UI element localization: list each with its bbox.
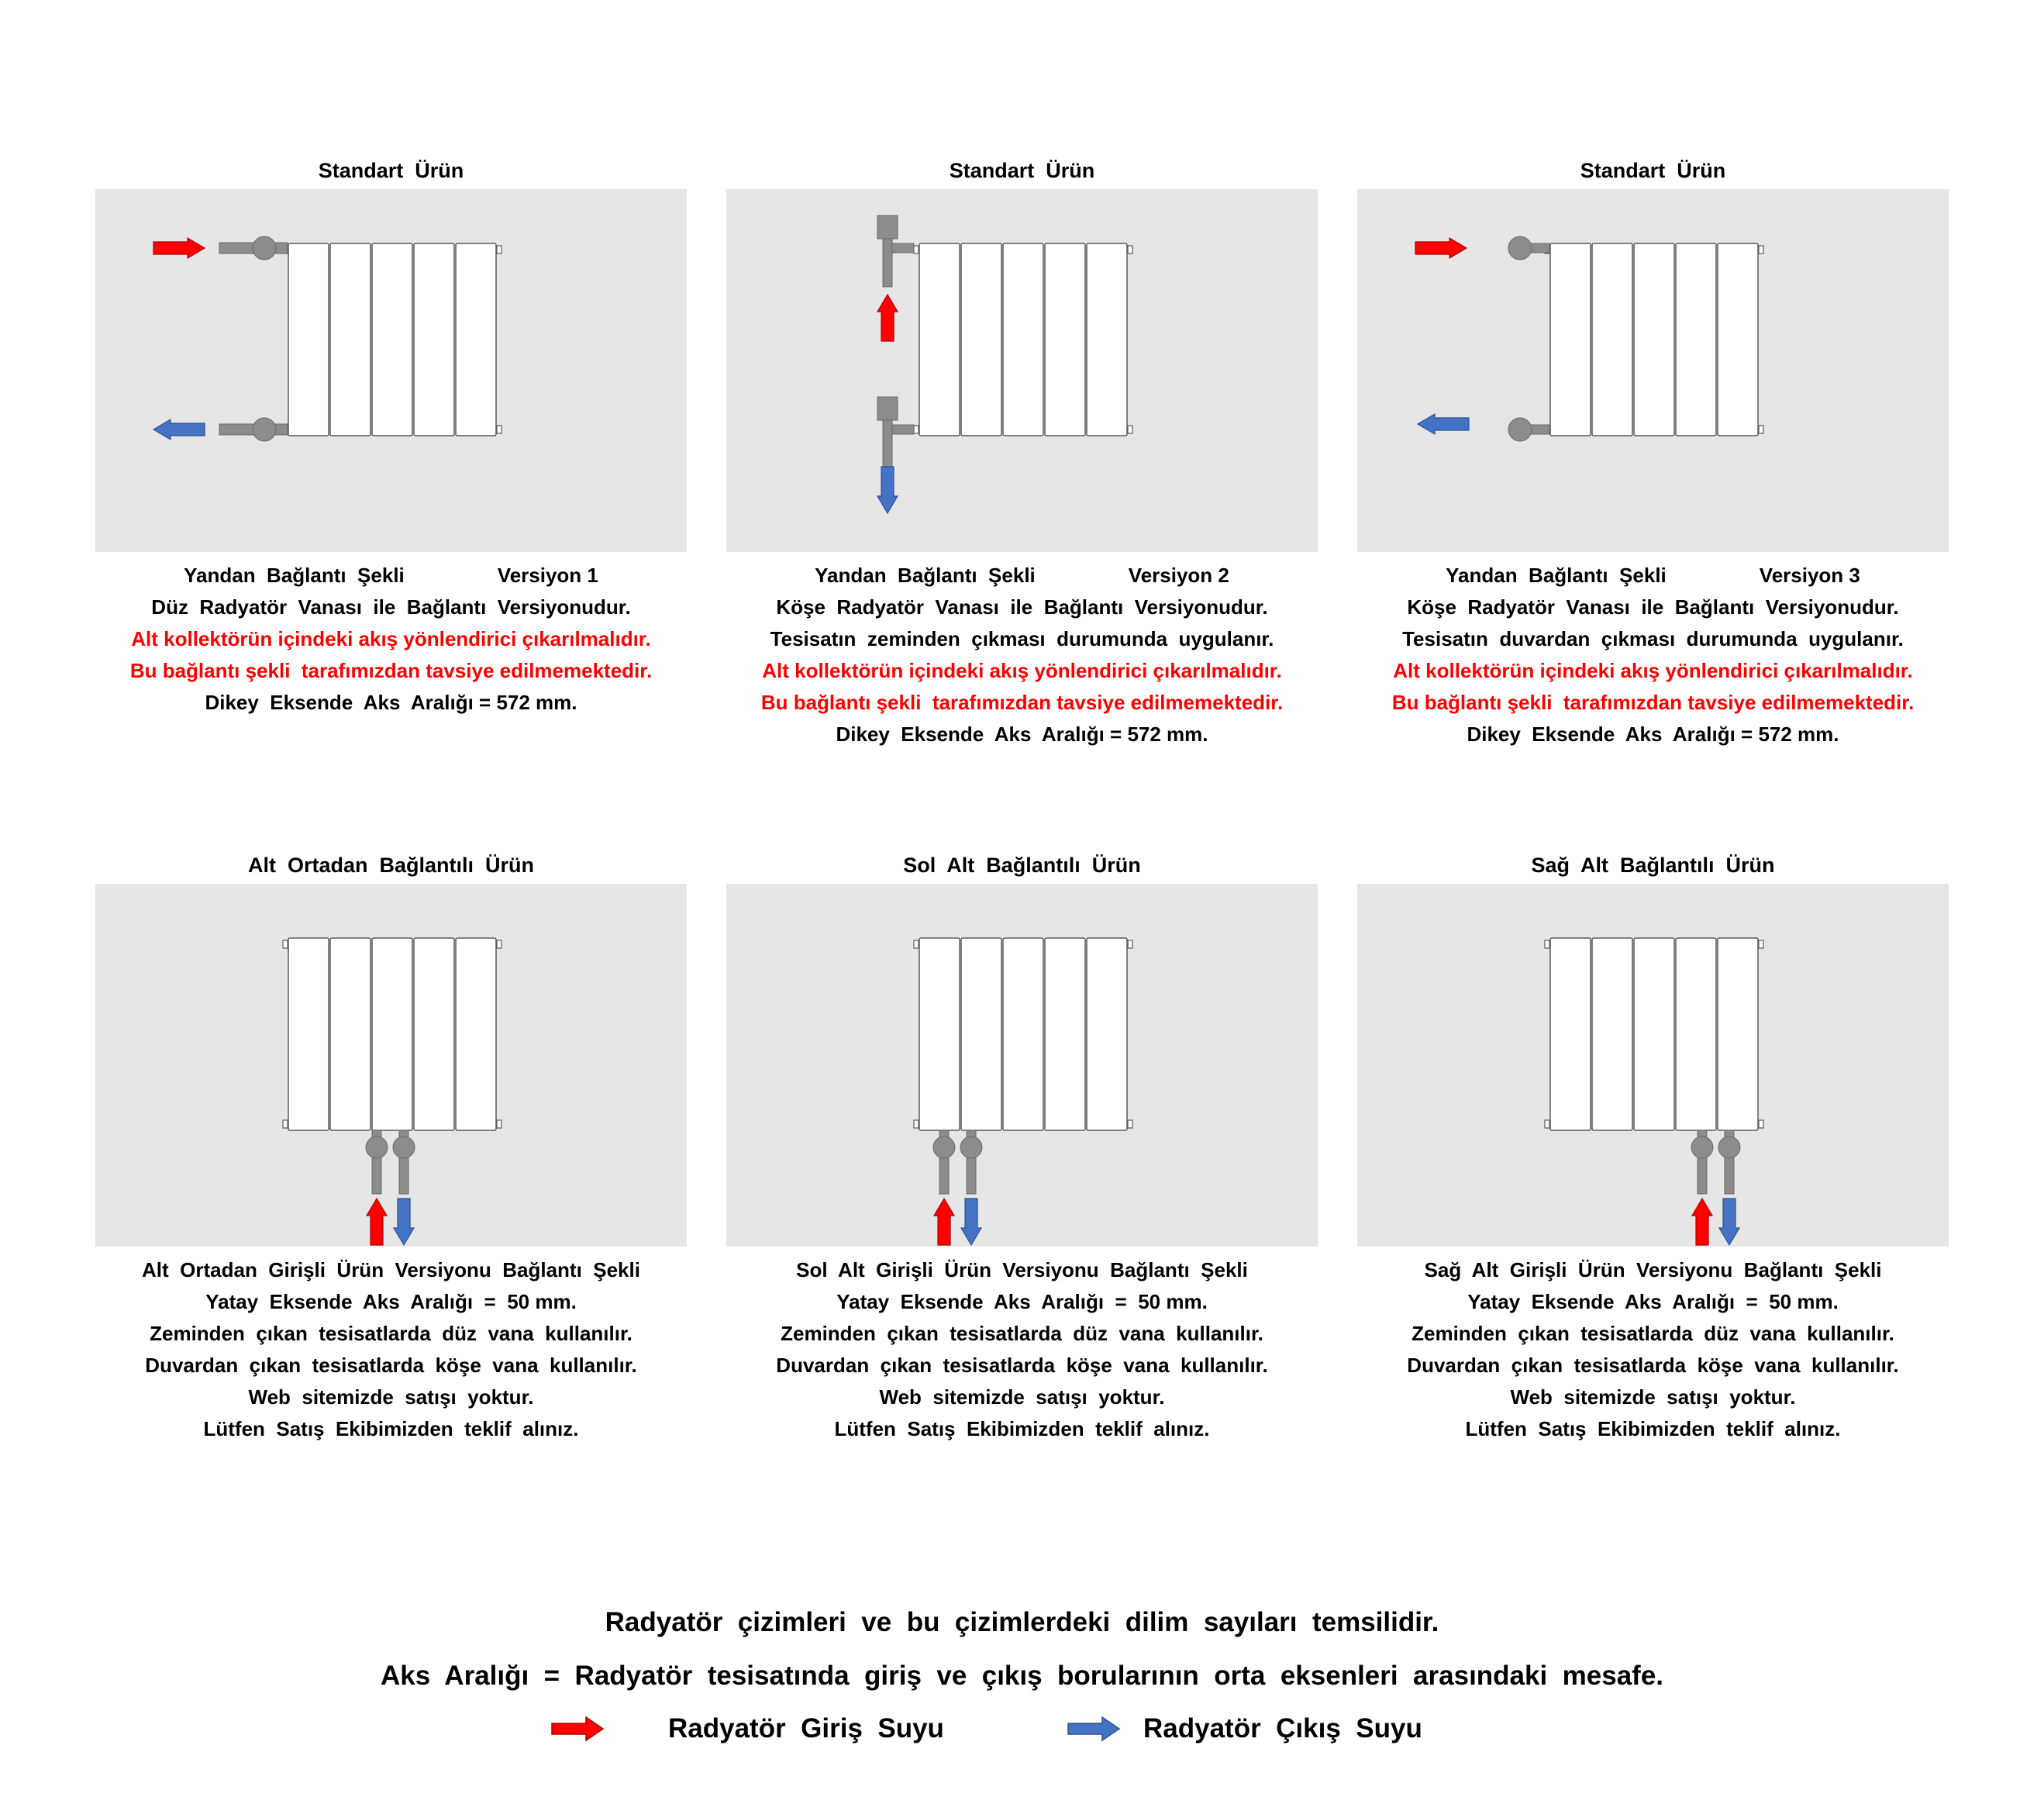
description-text: Alt kollektörün içindeki akış yönlendirici çıkarılmalıdır. xyxy=(131,627,651,650)
valve-icon xyxy=(933,1137,955,1158)
description-line xyxy=(1349,560,1956,592)
collector-stub xyxy=(1759,1120,1763,1128)
supply-arrow-icon xyxy=(877,295,898,341)
collector-stub xyxy=(914,246,919,254)
radiator-section xyxy=(1087,243,1127,436)
description-text: Lütfen Satış Ekibimizden teklif alınız. xyxy=(203,1417,579,1440)
radiator-section xyxy=(1087,938,1127,1130)
collector-stub xyxy=(1128,426,1132,433)
legend-return-label: Radyatör Çıkış Suyu xyxy=(1143,1713,1422,1744)
description-line xyxy=(719,623,1325,655)
return-arrow-icon xyxy=(1418,414,1469,434)
description-text: Bu bağlantı şekli tarafımızdan tavsiye edilmemektedir. xyxy=(129,659,653,682)
radiator-section xyxy=(1634,243,1674,436)
description-line xyxy=(1349,1286,1956,1318)
description-line xyxy=(719,1254,1325,1286)
diagram-panel xyxy=(1357,189,1949,552)
description-line xyxy=(719,1318,1325,1350)
collector-stub xyxy=(283,1120,288,1128)
description-text: Web sitemizde satışı yoktur. xyxy=(879,1385,1165,1409)
description-line xyxy=(1349,1381,1956,1413)
collector-stub xyxy=(283,940,288,948)
description-text: Dikey Eksende Aks Aralığı = 572 mm. xyxy=(836,723,1208,746)
diagram-panel xyxy=(726,884,1318,1247)
diagram-panel xyxy=(1357,884,1949,1247)
description-line xyxy=(719,1381,1325,1413)
supply-arrow-icon xyxy=(153,238,205,258)
description-text: Sol Alt Girişli Ürün Versiyonu Bağlantı Şekli xyxy=(796,1258,1248,1281)
radiator-section xyxy=(961,243,1001,436)
footer-note-axis-definition: Aks Aralığı = Radyatör tesisatında giriş ve çıkış borularının orta eksenleri arasındaki mesafe. xyxy=(380,1661,1664,1691)
radiator-section xyxy=(1592,243,1632,436)
description-text: Tesisatın zeminden çıkması durumunda uygulanır. xyxy=(770,627,1274,650)
valve-icon xyxy=(960,1137,982,1158)
radiator-section xyxy=(1676,938,1716,1130)
warning-line xyxy=(719,687,1325,719)
valve-icon xyxy=(1508,236,1532,260)
description xyxy=(88,560,695,719)
return-arrow-icon xyxy=(877,467,898,513)
legend-supply-label: Radyatör Giriş Suyu xyxy=(668,1713,944,1744)
description-text: Köşe Radyatör Vanası ile Bağlantı Versiyonudur. xyxy=(1407,595,1899,619)
description xyxy=(1349,1254,1956,1445)
return-arrow-icon xyxy=(394,1199,414,1245)
description xyxy=(88,1254,695,1445)
radiator-diagram xyxy=(726,884,1318,1247)
description-line xyxy=(88,1286,695,1318)
warning-line xyxy=(719,655,1325,687)
description xyxy=(719,560,1325,750)
description-line xyxy=(88,1318,695,1350)
radiator-section xyxy=(1550,938,1591,1130)
collector-stub xyxy=(1128,1120,1132,1128)
warning-line xyxy=(1349,655,1956,687)
description-text: Yatay Eksende Aks Aralığı = 50 mm. xyxy=(836,1290,1208,1313)
collector-stub xyxy=(497,246,502,254)
valve-icon xyxy=(1691,1137,1713,1158)
radiator-section xyxy=(919,938,960,1130)
description-line xyxy=(1349,1350,1956,1381)
radiator-section xyxy=(330,243,371,436)
collector-stub xyxy=(1128,246,1132,254)
description-text: Lütfen Satış Ekibimizden teklif alınız. xyxy=(1465,1417,1841,1440)
collector-stub xyxy=(914,1120,919,1128)
description-line xyxy=(88,560,695,592)
pipe xyxy=(883,239,892,287)
cell-title: Sağ Alt Bağlantılı Ürün xyxy=(1531,854,1775,877)
radiator-section xyxy=(1045,938,1085,1130)
radiator-section xyxy=(456,938,496,1130)
supply-arrow-icon xyxy=(1415,238,1467,258)
description-line xyxy=(719,719,1325,750)
radiator-section xyxy=(919,243,960,436)
valve-icon xyxy=(253,236,276,260)
description-text: Sağ Alt Girişli Ürün Versiyonu Bağlantı Şekli xyxy=(1424,1258,1882,1281)
supply-arrow-icon xyxy=(367,1199,387,1245)
description-line xyxy=(719,560,1325,592)
collector-stub xyxy=(497,426,502,433)
description-line xyxy=(1349,592,1956,623)
description-text: Yatay Eksende Aks Aralığı = 50 mm. xyxy=(205,1290,577,1313)
warning-line xyxy=(88,655,695,687)
description-line xyxy=(1349,1318,1956,1350)
description-line xyxy=(88,1350,695,1381)
radiator-section xyxy=(1676,243,1716,436)
diagram-panel xyxy=(95,884,687,1247)
version-label: Versiyon 1 xyxy=(497,564,598,587)
cell-title: Standart Ürün xyxy=(949,159,1095,182)
description-text: Alt kollektörün içindeki akış yönlendirici çıkarılmalıdır. xyxy=(1393,659,1913,682)
description-text: Duvardan çıkan tesisatlarda köşe vana kullanılır. xyxy=(1407,1354,1899,1377)
radiator-section xyxy=(1718,243,1758,436)
radiator-diagram xyxy=(95,189,687,552)
radiator-diagram xyxy=(726,189,1318,552)
collector-stub xyxy=(497,940,502,948)
footer-note-representative: Radyatör çizimleri ve bu çizimlerdeki dilim sayıları temsilidir. xyxy=(605,1607,1439,1637)
description-text: Zeminden çıkan tesisatlarda düz vana kullanılır. xyxy=(1411,1322,1894,1345)
description-line xyxy=(1349,1254,1956,1286)
collector-stub xyxy=(914,940,919,948)
version-label: Versiyon 2 xyxy=(1128,564,1229,587)
description-text: Alt Ortadan Girişli Ürün Versiyonu Bağlantı Şekli xyxy=(142,1258,640,1281)
description-text: Lütfen Satış Ekibimizden teklif alınız. xyxy=(834,1417,1210,1440)
collector-stub xyxy=(1759,426,1763,433)
radiator-section xyxy=(1003,938,1043,1130)
radiator-section xyxy=(1003,243,1043,436)
legend xyxy=(0,1709,2044,1748)
collector-stub xyxy=(1759,940,1763,948)
pipe xyxy=(892,243,914,253)
description-text: Yandan Bağlantı Şekli xyxy=(184,564,405,587)
radiator-section xyxy=(372,938,412,1130)
description-line xyxy=(88,1254,695,1286)
radiator-section xyxy=(372,243,412,436)
description-line xyxy=(1349,1413,1956,1445)
radiator-section xyxy=(288,243,329,436)
description-text: Bu bağlantı şekli tarafımızdan tavsiye edilmemektedir. xyxy=(760,691,1284,714)
cell-title: Alt Ortadan Bağlantılı Ürün xyxy=(247,854,535,877)
description xyxy=(1349,560,1956,750)
radiator-diagram xyxy=(1357,884,1949,1247)
pipe xyxy=(892,425,914,434)
radiator-diagram xyxy=(95,884,687,1247)
valve-icon xyxy=(1718,1137,1740,1158)
radiator-section xyxy=(1550,243,1591,436)
radiator-section xyxy=(456,243,496,436)
description xyxy=(719,1254,1325,1445)
description-text: Web sitemizde satışı yoktur. xyxy=(1510,1385,1796,1409)
radiator-section xyxy=(330,938,371,1130)
valve-icon xyxy=(1508,418,1532,441)
return-arrow-icon xyxy=(1719,1199,1739,1245)
radiator-diagram xyxy=(1357,189,1949,552)
description-line xyxy=(719,1350,1325,1381)
radiator-section xyxy=(414,938,454,1130)
description-text: Yatay Eksende Aks Aralığı = 50 mm. xyxy=(1467,1290,1839,1313)
description-text: Yandan Bağlantı Şekli xyxy=(815,564,1036,587)
description-line xyxy=(88,1413,695,1445)
description-line xyxy=(88,687,695,719)
collector-stub xyxy=(1128,940,1132,948)
version-label: Versiyon 3 xyxy=(1759,564,1860,587)
collector-stub xyxy=(1759,246,1763,254)
return-arrow-icon xyxy=(153,419,205,440)
description-text: Zeminden çıkan tesisatlarda düz vana kullanılır. xyxy=(150,1322,633,1345)
valve-head-icon xyxy=(877,216,898,239)
description-text: Yandan Bağlantı Şekli xyxy=(1446,564,1667,587)
pipe xyxy=(883,420,892,468)
description-line xyxy=(88,1381,695,1413)
description-text: Alt kollektörün içindeki akış yönlendirici çıkarılmalıdır. xyxy=(762,659,1282,682)
description-text: Duvardan çıkan tesisatlarda köşe vana kullanılır. xyxy=(145,1354,637,1377)
cell-title: Standart Ürün xyxy=(318,159,464,182)
radiator-section xyxy=(1718,938,1758,1130)
cell-title: Standart Ürün xyxy=(1580,159,1726,182)
description-line xyxy=(719,592,1325,623)
legend-return-arrow-icon xyxy=(1067,1715,1121,1743)
description-text: Zeminden çıkan tesisatlarda düz vana kullanılır. xyxy=(781,1322,1263,1345)
description-text: Bu bağlantı şekli tarafımızdan tavsiye edilmemektedir. xyxy=(1391,691,1915,714)
collector-stub xyxy=(1545,1120,1549,1128)
radiator-section xyxy=(1634,938,1674,1130)
valve-icon xyxy=(366,1137,388,1158)
description-text: Köşe Radyatör Vanası ile Bağlantı Versiyonudur. xyxy=(776,595,1268,619)
warning-line xyxy=(88,623,695,655)
radiator-section xyxy=(1592,938,1632,1130)
radiator-section xyxy=(1045,243,1085,436)
diagram-panel xyxy=(726,189,1318,552)
valve-icon xyxy=(393,1137,415,1158)
diagram-panel xyxy=(95,189,687,552)
radiator-section xyxy=(288,938,329,1130)
description-line xyxy=(719,1286,1325,1318)
supply-arrow-icon xyxy=(934,1199,954,1245)
return-arrow-icon xyxy=(961,1199,981,1245)
description-text: Duvardan çıkan tesisatlarda köşe vana kullanılır. xyxy=(776,1354,1268,1377)
collector-stub xyxy=(497,1120,502,1128)
description-line xyxy=(1349,719,1956,750)
description-text: Web sitemizde satışı yoktur. xyxy=(248,1385,534,1409)
description-line xyxy=(88,592,695,623)
description-text: Düz Radyatör Vanası ile Bağlantı Versiyonudur. xyxy=(151,595,631,619)
valve-icon xyxy=(253,418,276,441)
collector-stub xyxy=(914,426,919,433)
cell-title: Sol Alt Bağlantılı Ürün xyxy=(903,854,1141,877)
description-text: Tesisatın duvardan çıkması durumunda uygulanır. xyxy=(1402,627,1904,650)
legend-supply-arrow-icon xyxy=(550,1715,605,1743)
description-line xyxy=(719,1413,1325,1445)
description-text: Dikey Eksende Aks Aralığı = 572 mm. xyxy=(205,691,577,714)
collector-stub xyxy=(1545,940,1549,948)
description-line xyxy=(1349,623,1956,655)
warning-line xyxy=(1349,687,1956,719)
radiator-section xyxy=(961,938,1001,1130)
description-text: Dikey Eksende Aks Aralığı = 572 mm. xyxy=(1467,723,1839,746)
valve-head-icon xyxy=(877,397,898,420)
supply-arrow-icon xyxy=(1692,1199,1712,1245)
radiator-section xyxy=(414,243,454,436)
